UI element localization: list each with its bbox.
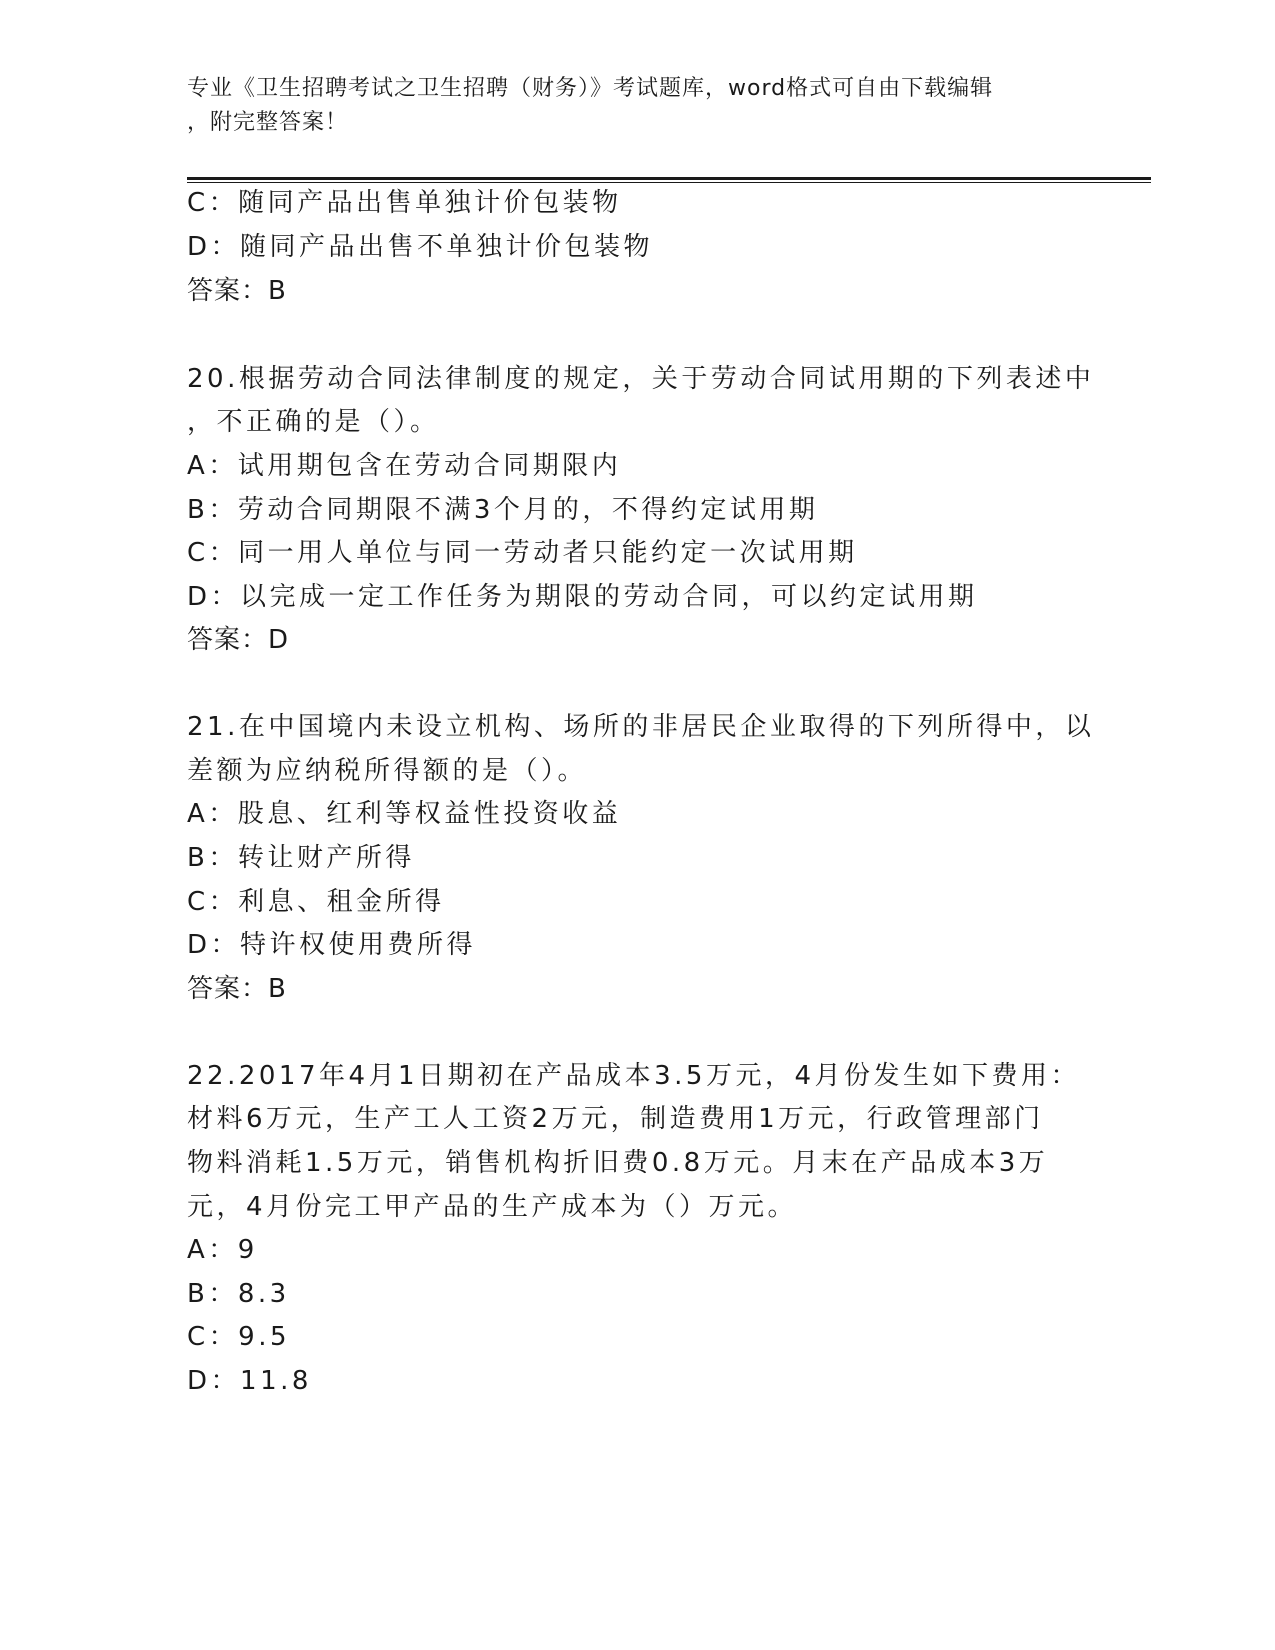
q20-option-b: B：劳动合同期限不满3个月的，不得约定试用期 bbox=[187, 495, 819, 525]
q21-stem-line-1: 21.在中国境内未设立机构、场所的非居民企业取得的下列所得中，以 bbox=[187, 712, 1095, 742]
q19-option-d: D：随同产品出售不单独计价包装物 bbox=[187, 232, 654, 262]
header-line-1: 专业《卫生招聘考试之卫生招聘（财务）》考试题库，word格式可自由下载编辑 bbox=[187, 76, 994, 101]
header-rule-thick bbox=[187, 177, 1151, 180]
header-line-2: ，附完整答案！ bbox=[187, 110, 349, 135]
q20-option-a: A：试用期包含在劳动合同期限内 bbox=[187, 451, 622, 481]
q20-stem-line-2: ，不正确的是（）。 bbox=[187, 407, 440, 437]
q22-option-c: C：9.5 bbox=[187, 1322, 291, 1352]
q19-answer: 答案：B bbox=[187, 276, 287, 306]
q21-option-d: D：特许权使用费所得 bbox=[187, 930, 477, 960]
q21-stem-line-2: 差额为应纳税所得额的是（）。 bbox=[187, 756, 588, 786]
q22-stem-line-2: 材料6万元，生产工人工资2万元，制造费用1万元，行政管理部门 bbox=[187, 1104, 1044, 1134]
q20-option-d: D：以完成一定工作任务为期限的劳动合同，可以约定试用期 bbox=[187, 582, 978, 612]
q21-answer: 答案：B bbox=[187, 974, 287, 1004]
q20-option-c: C：同一用人单位与同一劳动者只能约定一次试用期 bbox=[187, 538, 858, 568]
q19-option-c: C：随同产品出售单独计价包装物 bbox=[187, 188, 622, 218]
q22-option-a: A：9 bbox=[187, 1235, 258, 1265]
q21-option-a: A：股息、红利等权益性投资收益 bbox=[187, 799, 622, 829]
q22-stem-line-3: 物料消耗1.5万元，销售机构折旧费0.8万元。月末在产品成本3万 bbox=[187, 1148, 1049, 1178]
q22-option-b: B：8.3 bbox=[187, 1279, 290, 1309]
q22-stem-line-4: 元，4月份完工甲产品的生产成本为（）万元。 bbox=[187, 1192, 798, 1222]
q20-stem-line-1: 20.根据劳动合同法律制度的规定，关于劳动合同试用期的下列表述中 bbox=[187, 364, 1095, 394]
page-header bbox=[187, 72, 1067, 140]
q20-answer: 答案：D bbox=[187, 625, 290, 655]
q21-option-b: B：转让财产所得 bbox=[187, 843, 415, 873]
q22-option-d: D：11.8 bbox=[187, 1366, 312, 1396]
q21-option-c: C：利息、租金所得 bbox=[187, 887, 445, 917]
q22-stem-line-1: 22.2017年4月1日期初在产品成本3.5万元，4月份发生如下费用： bbox=[187, 1061, 1080, 1091]
header-rule-thin bbox=[187, 182, 1151, 183]
